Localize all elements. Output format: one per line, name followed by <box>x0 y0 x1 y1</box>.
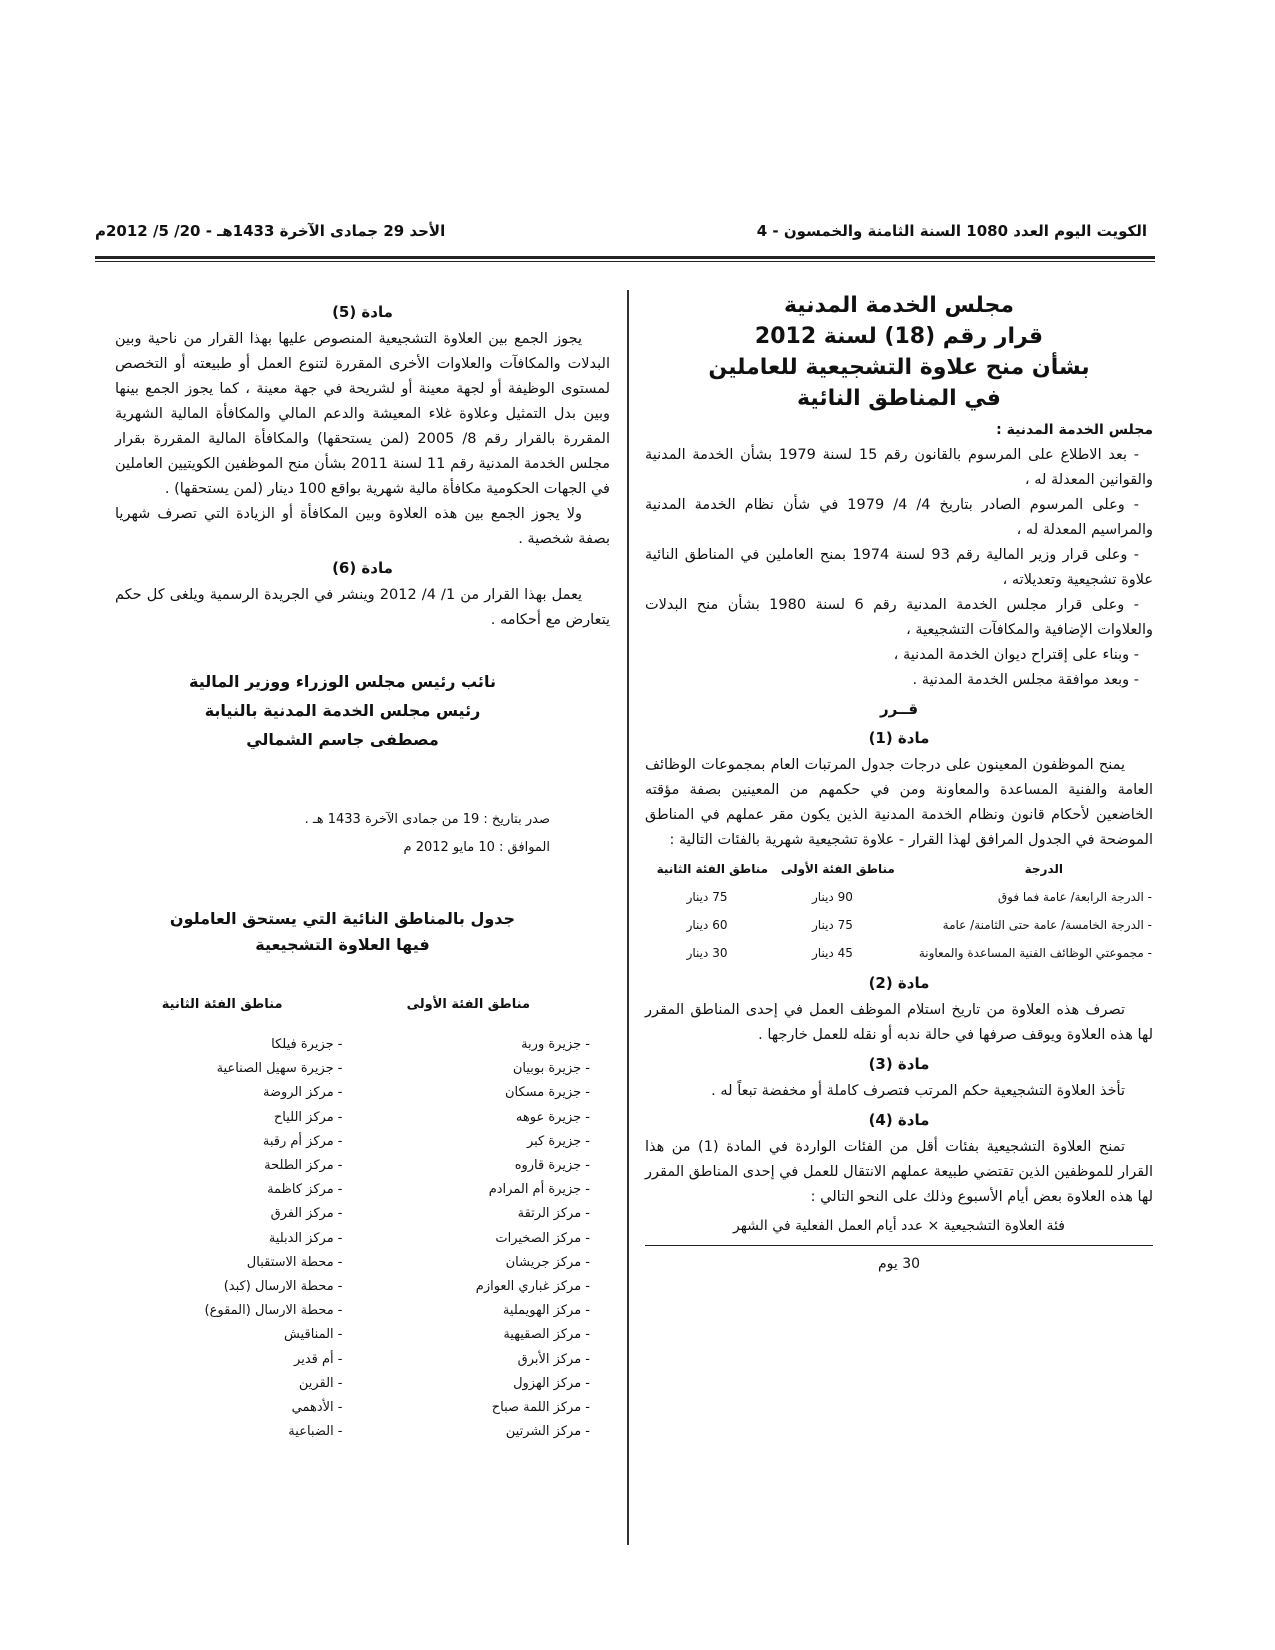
decided-heading: قــرر <box>879 700 919 718</box>
article-4-title: مادة (4) <box>868 1111 930 1129</box>
preamble-clause: - وبناء على إقتراح ديوان الخدمة المدنية ، <box>893 647 1139 663</box>
list-item: - مركز الأبرق <box>517 1351 590 1367</box>
decision-title <box>645 290 1153 414</box>
preamble-clause: - وبعد موافقة مجلس الخدمة المدنية . <box>912 672 1139 688</box>
table-cell: - الدرجة الرابعة/ عامة فما فوق <box>997 890 1152 904</box>
issue-date-block <box>115 806 610 862</box>
list-item: - مركز كاظمة <box>267 1182 343 1198</box>
title-line: قرار رقم (18) لسنة 2012 <box>754 324 1044 349</box>
list-item: - جزيرة سهيل الصناعية <box>216 1061 343 1077</box>
article-2-title: مادة (2) <box>868 974 930 992</box>
column-divider <box>627 290 629 1545</box>
header-divider <box>95 256 1155 259</box>
list-item: - مركز غباري العوازم <box>475 1279 590 1295</box>
list-item: - جزيرة بوبيان <box>512 1061 590 1077</box>
table-cell: 30 دينار <box>686 946 728 960</box>
list-item: - مركز الصقيهية <box>503 1327 590 1343</box>
table-row <box>645 939 1153 967</box>
list-item: - جزيرة أم المرادم <box>488 1182 590 1198</box>
list-item: - مركز الروضة <box>263 1085 343 1101</box>
table-header: الدرجة <box>1024 862 1063 876</box>
formula-denominator: 30 يوم <box>877 1256 921 1272</box>
list-item: - جزيرة مسكان <box>504 1085 590 1101</box>
zone-list <box>363 1033 611 1444</box>
preamble-clause: - بعد الاطلاع على المرسوم بالقانون رقم 15 لسنة 1979 بشأن الخدمة المدنية والقوانين المعدلة له ، <box>645 447 1153 488</box>
title-line: بشأن منح علاوة التشجيعية للعاملين <box>708 355 1090 380</box>
list-item: - مركز الهزول <box>513 1375 590 1391</box>
list-item: - أم قدير <box>294 1351 343 1367</box>
article-1-text: يمنح الموظفون المعينون على درجات جدول المرتبات العام بمجموعات الوظائف العامة والفنية المساعدة والمعاونة ومن في حكمهم من المعينين بصفة مؤقته الخاضعين لأحكام قانون ونظام الخدمة المدنية الذين يكون مقر عملهم في المناطق الموضحة في الجدول المرافق لهذا القرار - علاوة تشجيعية شهرية بالفئات التالية : <box>645 757 1153 848</box>
article-6-title: مادة (6) <box>332 559 393 577</box>
table-cell: - مجموعتي الوظائف الفنية المساعدة والمعاونة <box>918 946 1152 960</box>
article-4-text: تمنح العلاوة التشجيعية بفئات أقل من الفئات الواردة في المادة (1) من هذا القرار للموظفين الذين تقتضي طبيعة عملهم الانتقال للعمل في إحدى المناطق المقرر لها هذه العلاوة بعض أيام الأسبوع وذلك على النحو التالي : <box>645 1139 1153 1205</box>
title-line: مجلس الخدمة المدنية <box>783 293 1015 318</box>
list-item: - الضباعية <box>288 1424 343 1440</box>
title-line: في المناطق النائية <box>797 386 1001 411</box>
list-item: - مركز الهويملية <box>502 1303 590 1319</box>
table-cell: 75 دينار <box>812 918 853 932</box>
article-3-title: مادة (3) <box>868 1055 930 1073</box>
signature-name: مصطفى جاسم الشمالي <box>246 730 439 749</box>
article-1-title: مادة (1) <box>868 729 930 747</box>
schedule-title-line: جدول بالمناطق النائية التي يستحق العاملون <box>169 909 516 928</box>
table-cell: 75 دينار <box>686 890 728 904</box>
list-item: - محطة الارسال (المقوع) <box>204 1303 343 1319</box>
table-cell: 60 دينار <box>686 918 728 932</box>
zone-heading: مناطق الفئة الأولى <box>406 997 530 1012</box>
list-item: - مركز اللمة صباح <box>491 1400 590 1416</box>
list-item: - مركز الفرق <box>270 1206 343 1222</box>
article-3-text: تأخذ العلاوة التشجيعية حكم المرتب فتصرف كاملة أو مخفضة تبعاً له . <box>711 1083 1125 1099</box>
preamble-clause: - وعلى المرسوم الصادر بتاريخ 4/ 4/ 1979 في شأن نظام الخدمة المدنية والمراسيم المعدلة له ، <box>645 497 1153 538</box>
left-column <box>115 296 610 1444</box>
allowance-table <box>645 855 1153 967</box>
list-item: - جزيرة قاروه <box>514 1158 590 1174</box>
article-6-text: يعمل بهذا القرار من 1/ 4/ 2012 وينشر في الجريدة الرسمية ويلغى كل حكم يتعارض مع أحكامه . <box>115 587 610 628</box>
list-item: - مركز الطلحة <box>264 1158 343 1174</box>
list-item: - مركز أم رقبة <box>262 1133 343 1149</box>
table-row <box>645 883 1153 911</box>
table-cell: - الدرجة الخامسة/ عامة حتى الثامنة/ عامة <box>942 918 1152 932</box>
zone-first-category <box>363 992 611 1444</box>
zones-schedule <box>115 992 610 1444</box>
list-item: - مركز اللياح <box>273 1109 343 1125</box>
signature-line: نائب رئيس مجلس الوزراء ووزير المالية <box>189 672 496 691</box>
table-row <box>645 911 1153 939</box>
signature-block <box>115 667 610 754</box>
table-header: مناطق الفئة الثانية <box>656 862 769 876</box>
list-item: - الأدهمي <box>291 1400 343 1416</box>
right-column <box>645 290 1153 1277</box>
list-item: - القرين <box>298 1375 343 1391</box>
header-divider-thin <box>95 261 1155 262</box>
issue-date-hijri: صدر بتاريخ : 19 من جمادى الآخرة 1433 هـ . <box>304 812 550 827</box>
schedule-title <box>115 906 610 958</box>
formula-numerator: فئة العلاوة التشجيعية × عدد أيام العمل الفعلية في الشهر <box>645 1214 1153 1246</box>
list-item: - جزيرة فيلكا <box>271 1037 343 1052</box>
article-5-text-2: ولا يجوز الجمع بين هذه العلاوة وبين المكافأة أو الزيادة التي تصرف شهريا بصفة شخصية . <box>115 506 610 547</box>
list-item: - مركز الدبلية <box>268 1230 343 1246</box>
table-header: مناطق الفئة الأولى <box>780 862 895 876</box>
list-item: - مركز الشرتين <box>505 1424 590 1440</box>
list-item: - جزيرة عوهه <box>515 1109 590 1125</box>
zone-list <box>115 1033 363 1444</box>
zone-second-category <box>115 992 363 1444</box>
preamble-clause: - وعلى قرار وزير المالية رقم 93 لسنة 1974 بمنح العاملين في المناطق النائية علاوة تشجيعية وتعديلاته ، <box>645 547 1153 588</box>
article-2-text: تصرف هذه العلاوة من تاريخ استلام الموظف العمل في إحدى المناطق المقرر لها هذه العلاوة ويوقف صرفها في حالة ندبه أو نقله للعمل خارجها . <box>645 1002 1153 1043</box>
schedule-title-line: فيها العلاوة التشجيعية <box>255 935 430 954</box>
table-cell: 90 دينار <box>812 890 853 904</box>
list-item: - جزيرة وربة <box>521 1037 590 1052</box>
header-issue-info: الكويت اليوم العدد 1080 السنة الثامنة والخمسون - 4 <box>756 222 1147 240</box>
list-item: - مركز جريشان <box>505 1254 590 1270</box>
list-item: - مركز الصخيرات <box>495 1230 590 1246</box>
article-5-text: يجوز الجمع بين العلاوة التشجيعية المنصوص عليها بهذا القرار من ناحية وبين البدلات والمكافآت والعلاوات الأخرى المقررة لتنوع العمل أو طبيعته أو التخصص لمستوى الوظيفة أو لجهة معينة أو لشريحة في جهة معينة ، كما يجوز الجمع بينها وبين بدل التمثيل وعلاوة غلاء المعيشة والدعم المالي والمكافأة المالية الشهرية المقررة بالقرار رقم 8/ 2005 (لمن يستحقها) والمكافأة المالية المقررة بقرار مجلس الخدمة المدنية رقم 11 لسنة 2011 بشأن منح الموظفين الكويتيين العاملين في الجهات الحكومية مكافأة مالية شهرية بواقع 100 دينار (لمن يستحقها) . <box>115 331 610 497</box>
header-date: الأحد 29 جمادى الآخرة 1433هـ - 20/ 5/ 2012م <box>95 222 446 240</box>
list-item: - المناقيش <box>283 1327 343 1343</box>
signature-line: رئيس مجلس الخدمة المدنية بالنيابة <box>204 701 481 720</box>
list-item: - جزيرة كبر <box>526 1133 590 1149</box>
list-item: - محطة الارسال (كبد) <box>223 1279 343 1295</box>
council-heading: مجلس الخدمة المدنية : <box>996 422 1153 438</box>
preamble-clause: - وعلى قرار مجلس الخدمة المدنية رقم 6 لسنة 1980 بشأن منح البدلات والعلاوات الإضافية والمكافآت التشجيعية ، <box>645 597 1153 638</box>
issue-date-gregorian: الموافق : 10 مايو 2012 م <box>403 840 550 855</box>
list-item: - محطة الاستقبال <box>246 1254 343 1270</box>
table-header-row <box>645 855 1153 883</box>
article-5-title: مادة (5) <box>332 303 393 321</box>
list-item: - مركز الرتقة <box>517 1206 590 1222</box>
zone-heading: مناطق الفئة الثانية <box>161 997 283 1012</box>
table-cell: 45 دينار <box>812 946 853 960</box>
